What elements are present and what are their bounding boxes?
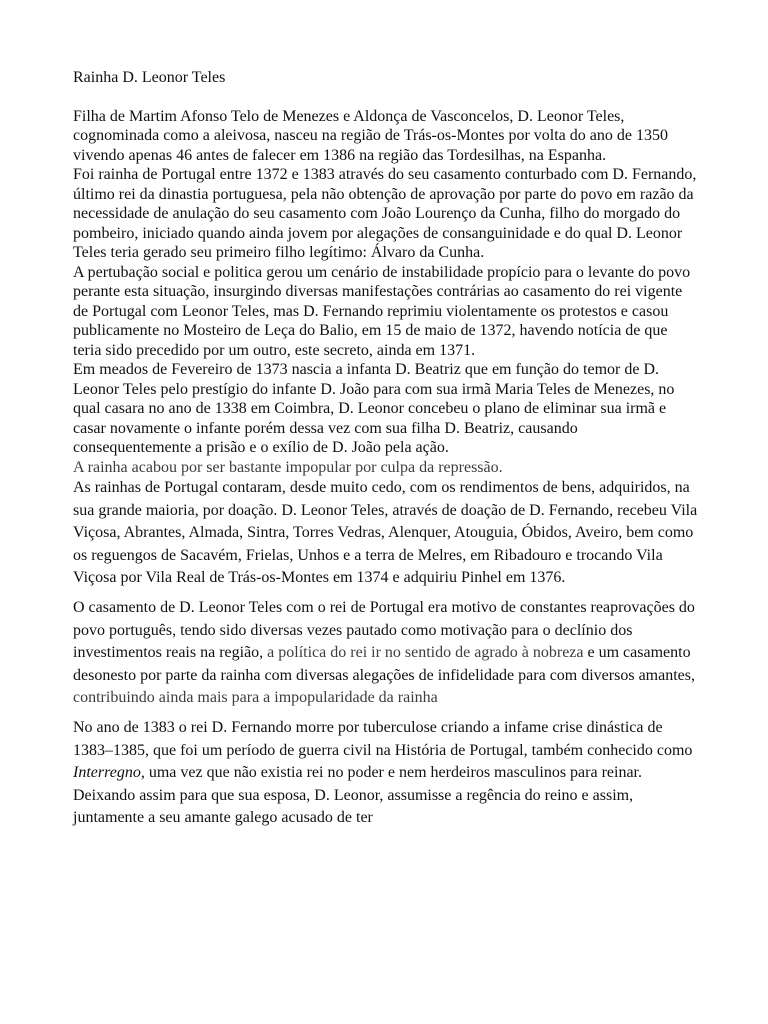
crise-interregno: Interregno, [73, 764, 145, 782]
paragraph-infanta-beatriz: Em meados de Fevereiro de 1373 nascia a infanta D. Beatriz que em função do temor de D. Leonor Teles pelo prestígio do infante D. João para com sua irmã Maria Teles de Menezes, no qual casara no ano de 1338 em Coimbra, D. Leonor concebeu o plano de eliminar sua irmã e casar novamente o infante porém dessa vez com sua filha D. Beatriz, causando consequentemente a prisão e o exílio de D. João pela ação. [73, 361, 675, 456]
paragraph-filiacao: Filha de Martim Afonso Telo de Menezes e Aldonça de Vasconcelos, D. Leonor Teles, cognominada como a aleivosa, nasceu na região de Trás-os-Montes por volta do ano de 1350 vivendo apenas 46 antes de falecer em 1386 na região das Tordesilhas, na Espanha. [73, 107, 668, 164]
document-page [73, 68, 698, 830]
crise-text-1: No ano de 1383 o rei D. Fernando morre por tuberculose criando a infame crise dinástica de 1383–1385, que foi um período de guerra civil na História de Portugal, também conhecido como [73, 718, 693, 759]
paragraph-reinado: Foi rainha de Portugal entre 1372 e 1383 através do seu casamento conturbado com D. Fernando, último rei da dinastia portuguesa, pela não obtenção de aprovação por parte do povo em razão da necessidade de anulação do seu casamento com João Lourenço da Cunha, filho do morgado do pombeiro, iniciado quando ainda jovem por alegações de consanguinidade e do qual D. Leonor Teles teria gerado seu primeiro filho legítimo: Álvaro da Cunha. [73, 166, 697, 261]
crise-text-2: uma vez que não existia rei no poder e nem herdeiros masculinos para reinar. Deixando assim para que sua esposa, D. Leonor, assumisse a regência do reino e assim, juntamente a seu amante galego acusado de ter [73, 764, 642, 827]
paragraph-casamento [73, 597, 698, 710]
paragraph-doacao: As rainhas de Portugal contaram, desde muito cedo, com os rendimentos de bens, adquiridos, na sua grande maioria, por doação. D. Leonor Teles, através de doação de D. Fernando, recebeu Vila Viçosa, Abrantes, Almada, Sintra, Torres Vedras, Alenquer, Atouguia, Óbidos, Aveiro, bem como os reguengos de Sacavém, Frielas, Unhos e a terra de Melres, em Ribadouro e trocando Vila Viçosa por Vila Real de Trás-os-Montes em 1374 e adquiriu Pinhel em 1376. [73, 479, 698, 587]
document-title: Rainha D. Leonor Teles [73, 69, 226, 86]
casamento-text-1: O casamento de D. Leonor Teles com o rei de Portugal era motivo de constantes reaprovações do povo português, tendo sido diversas vezes pautado como motivação para o declínio dos investimentos reais na região, [73, 598, 695, 662]
paragraph-crise-1383 [73, 717, 698, 830]
paragraph-pertubacao: A pertubação social e politica gerou um cenário de instabilidade propício para o levante do povo perante esta situação, insurgindo diversas manifestações contrárias ao casamento do rei vigente de Portugal com Leonor Teles, mas D. Fernando reprimiu violentamente os protestos e casou publicamente no Mosteiro de Leça do Balio, em 15 de maio de 1372, havendo notícia de que teria sido precedido por um outro, este secreto, ainda em 1371. [73, 263, 691, 359]
body-block-b [73, 477, 698, 830]
body-block-a [73, 107, 698, 478]
casamento-text-4: contribuindo ainda mais para a impopularidade da rainha [73, 689, 438, 707]
casamento-text-3: e um casamento desonesto por parte da rainha com diversas alegações de infidelidade para com diversos amantes, [73, 644, 695, 684]
paragraph-impopular: A rainha acabou por ser bastante impopular por culpa da repressão. [73, 458, 503, 476]
casamento-text-2: a política do rei ir no sentido de agrado à nobreza [267, 644, 584, 662]
